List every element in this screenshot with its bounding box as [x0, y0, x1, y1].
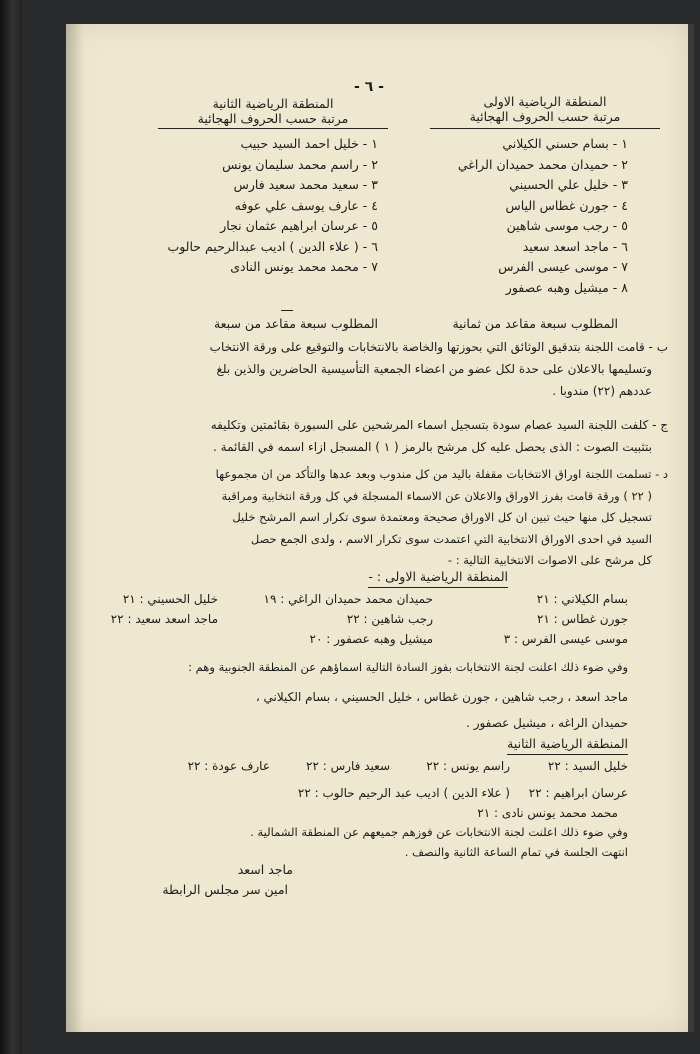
- list-item: ٥ - رجب موسى شاهين: [506, 218, 628, 233]
- section-heading: المنطقة الرياضية الاولى : -: [368, 567, 508, 588]
- list-item: ١ - خليل احمد السيد حبيب: [240, 136, 378, 151]
- zone2-divider: [158, 128, 388, 129]
- list-item: ٣ - خليل علي الحسيني: [509, 177, 628, 192]
- paragraph-line: وتسليمها بالاعلان على حدة لكل عضو من اعضاء الجمعية التأسيسية الحاضرين والذين بلغ: [216, 362, 652, 376]
- list-item: ٢ - حميدان محمد حميدان الراغي: [457, 156, 628, 172]
- paragraph-line: ب - قامت اللجنة بتدقيق الوثائق التي بحوزتها والخاصة بالانتخابات والتوقيع على ورقة الانتخاب: [209, 340, 668, 354]
- paragraph-line: ( ٢٢ ) ورقة قامت بفرز الاوراق والاعلان عن الاسماء المسجلة في كل ورقة انتخابية ومراقبة: [221, 488, 652, 503]
- signature-name: ماجد اسعد: [237, 862, 293, 877]
- signature-title: امين سر مجلس الرابطة: [162, 882, 288, 897]
- list-item: ٥ - عرسان ابراهيم عثمان نجار: [220, 218, 378, 233]
- list-item: ١ - بسام حسني الكيلاني: [502, 136, 628, 151]
- results2-title: [507, 734, 628, 755]
- paragraph-line: تسجيل كل منها حيث تبين ان كل الاوراق صحيحة ومعتمدة سوى تكرار اسم المرشح خليل: [232, 510, 652, 524]
- list-item: ٦ - ماجد اسعد سعيد: [522, 238, 628, 254]
- results2-row2-b: ( علاء الدين ) اديب عبد الرحيم حالوب : ٢٢: [297, 786, 510, 800]
- zone1-divider: [430, 128, 660, 129]
- results1-row2-b: رجب شاهين : ٢٢: [346, 612, 433, 626]
- results1-row1-a: بسام الكيلاني : ٢١: [536, 592, 628, 606]
- zone2-list: [167, 134, 378, 278]
- page-fold-shadow: [66, 24, 84, 1032]
- list-end-mark: [281, 310, 293, 311]
- results2-row1-a: خليل السيد : ٢٢: [547, 759, 628, 773]
- zone1-subtitle: مرتبة حسب الحروف الهجائية: [469, 109, 621, 124]
- paragraph-b: [210, 336, 668, 402]
- paragraph-line: د - تسلمت اللجنة اوراق الانتخابات مقفلة باليد من كل مندوب وبعد عدها والتأكد من ان مجموعها: [215, 467, 668, 481]
- list-item: ٧ - محمد محمد يونس النادى: [230, 259, 378, 274]
- results1-winners-line1: ماجد اسعد ، رجب شاهين ، جورن غطاس ، خليل الحسيني ، بسام الكيلاني ،: [255, 690, 628, 704]
- paragraph-line: بتثبيت الصوت : الذى يحصل عليه كل مرشح بالرمز ( ١ ) المسجل ازاء اسمه في القائمة .: [213, 440, 652, 454]
- book-binding: [0, 0, 22, 1054]
- section-heading: المنطقة الرياضية الثانية: [507, 734, 628, 755]
- results1-winners-line2: حميدان الراغه ، ميشيل عصفور .: [466, 716, 628, 730]
- results2-row2-a: عرسان ابراهيم : ٢٢: [528, 786, 628, 800]
- list-item: ٨ - ميشيل وهبه عصفور: [505, 279, 628, 295]
- paragraph-line: كل مرشح على الاصوات الانتخابية التالية : -: [447, 553, 652, 567]
- list-item: ٦ - ( علاء الدين ) اديب عبدالرحيم حالوب: [167, 238, 378, 254]
- zone2-required: المطلوب سبعة مقاعد من سبعة: [213, 316, 378, 331]
- results1-row2-a: جورن غطاس : ٢١: [536, 612, 628, 626]
- zone1-required: المطلوب سبعة مقاعد من ثمانية: [452, 316, 618, 331]
- list-item: ٤ - جورن غطاس الياس: [505, 197, 628, 213]
- document-page: [66, 24, 688, 1032]
- zone2-subtitle: مرتبة حسب الحروف الهجائية: [197, 111, 349, 126]
- paragraph-line: ج - كلفت اللجنة السيد عصام سودة بتسجيل اسماء المرشحين على السبورة بقائمتين وتكليفه: [210, 418, 668, 432]
- page-number: - ٦ -: [354, 79, 384, 95]
- paragraph-d: [216, 464, 668, 572]
- results1-row1-c: خليل الحسيني : ٢١: [122, 592, 218, 606]
- results2-row3-a: محمد محمد يونس نادى : ٢١: [477, 806, 618, 820]
- zone1-list: [458, 134, 628, 298]
- list-item: ٣ - سعيد محمد سعيد فارس: [233, 177, 378, 192]
- results1-row1-b: حميدان محمد حميدان الراغي : ١٩: [263, 592, 433, 606]
- list-item: ٤ - عارف يوسف علي عوفه: [234, 197, 378, 213]
- results1-title: [368, 567, 508, 588]
- results2-row1-d: عارف عودة : ٢٢: [187, 759, 270, 773]
- results1-announce: وفي ضوء ذلك اعلنت لجنة الانتخابات بفوز السادة التالية اسماؤهم عن المنطقة الجنوبية وهم :: [188, 660, 628, 674]
- results2-announce: وفي ضوء ذلك اعلنت لجنة الانتخابات عن فوزهم جميعهم عن المنطقة الشمالية .: [250, 825, 628, 839]
- results1-row3-b: ميشيل وهبه عصفور : ٢٠: [309, 632, 433, 646]
- list-item: ٢ - راسم محمد سليمان يونس: [222, 156, 378, 172]
- zone2-title: المنطقة الرياضية الثانية: [212, 96, 334, 111]
- paragraph-j: [211, 414, 668, 458]
- page-edge: [688, 24, 694, 1032]
- results1-row3-a: موسى عيسى الفرس : ٣: [503, 632, 628, 646]
- zone2-header: [158, 96, 388, 126]
- zone1-title: المنطقة الرياضية الاولى: [483, 94, 607, 109]
- session-closing: انتهت الجلسة في تمام الساعة الثانية والنصف .: [404, 845, 628, 859]
- paragraph-line: عددهم (٢٢) مندوبا .: [552, 384, 652, 398]
- zone1-header: [430, 94, 660, 124]
- paragraph-line: السيد في احدى الاوراق الانتخابية التي اعتمدت سوى تكرار الاسم ، ولدى الجمع حصل: [250, 531, 652, 546]
- results2-row1-c: سعيد فارس : ٢٢: [306, 759, 390, 773]
- results2-row1-b: راسم يونس : ٢٢: [426, 759, 510, 773]
- list-item: ٧ - موسى عيسى الفرس: [498, 259, 628, 274]
- results1-row2-c: ماجد اسعد سعيد : ٢٢: [110, 612, 218, 626]
